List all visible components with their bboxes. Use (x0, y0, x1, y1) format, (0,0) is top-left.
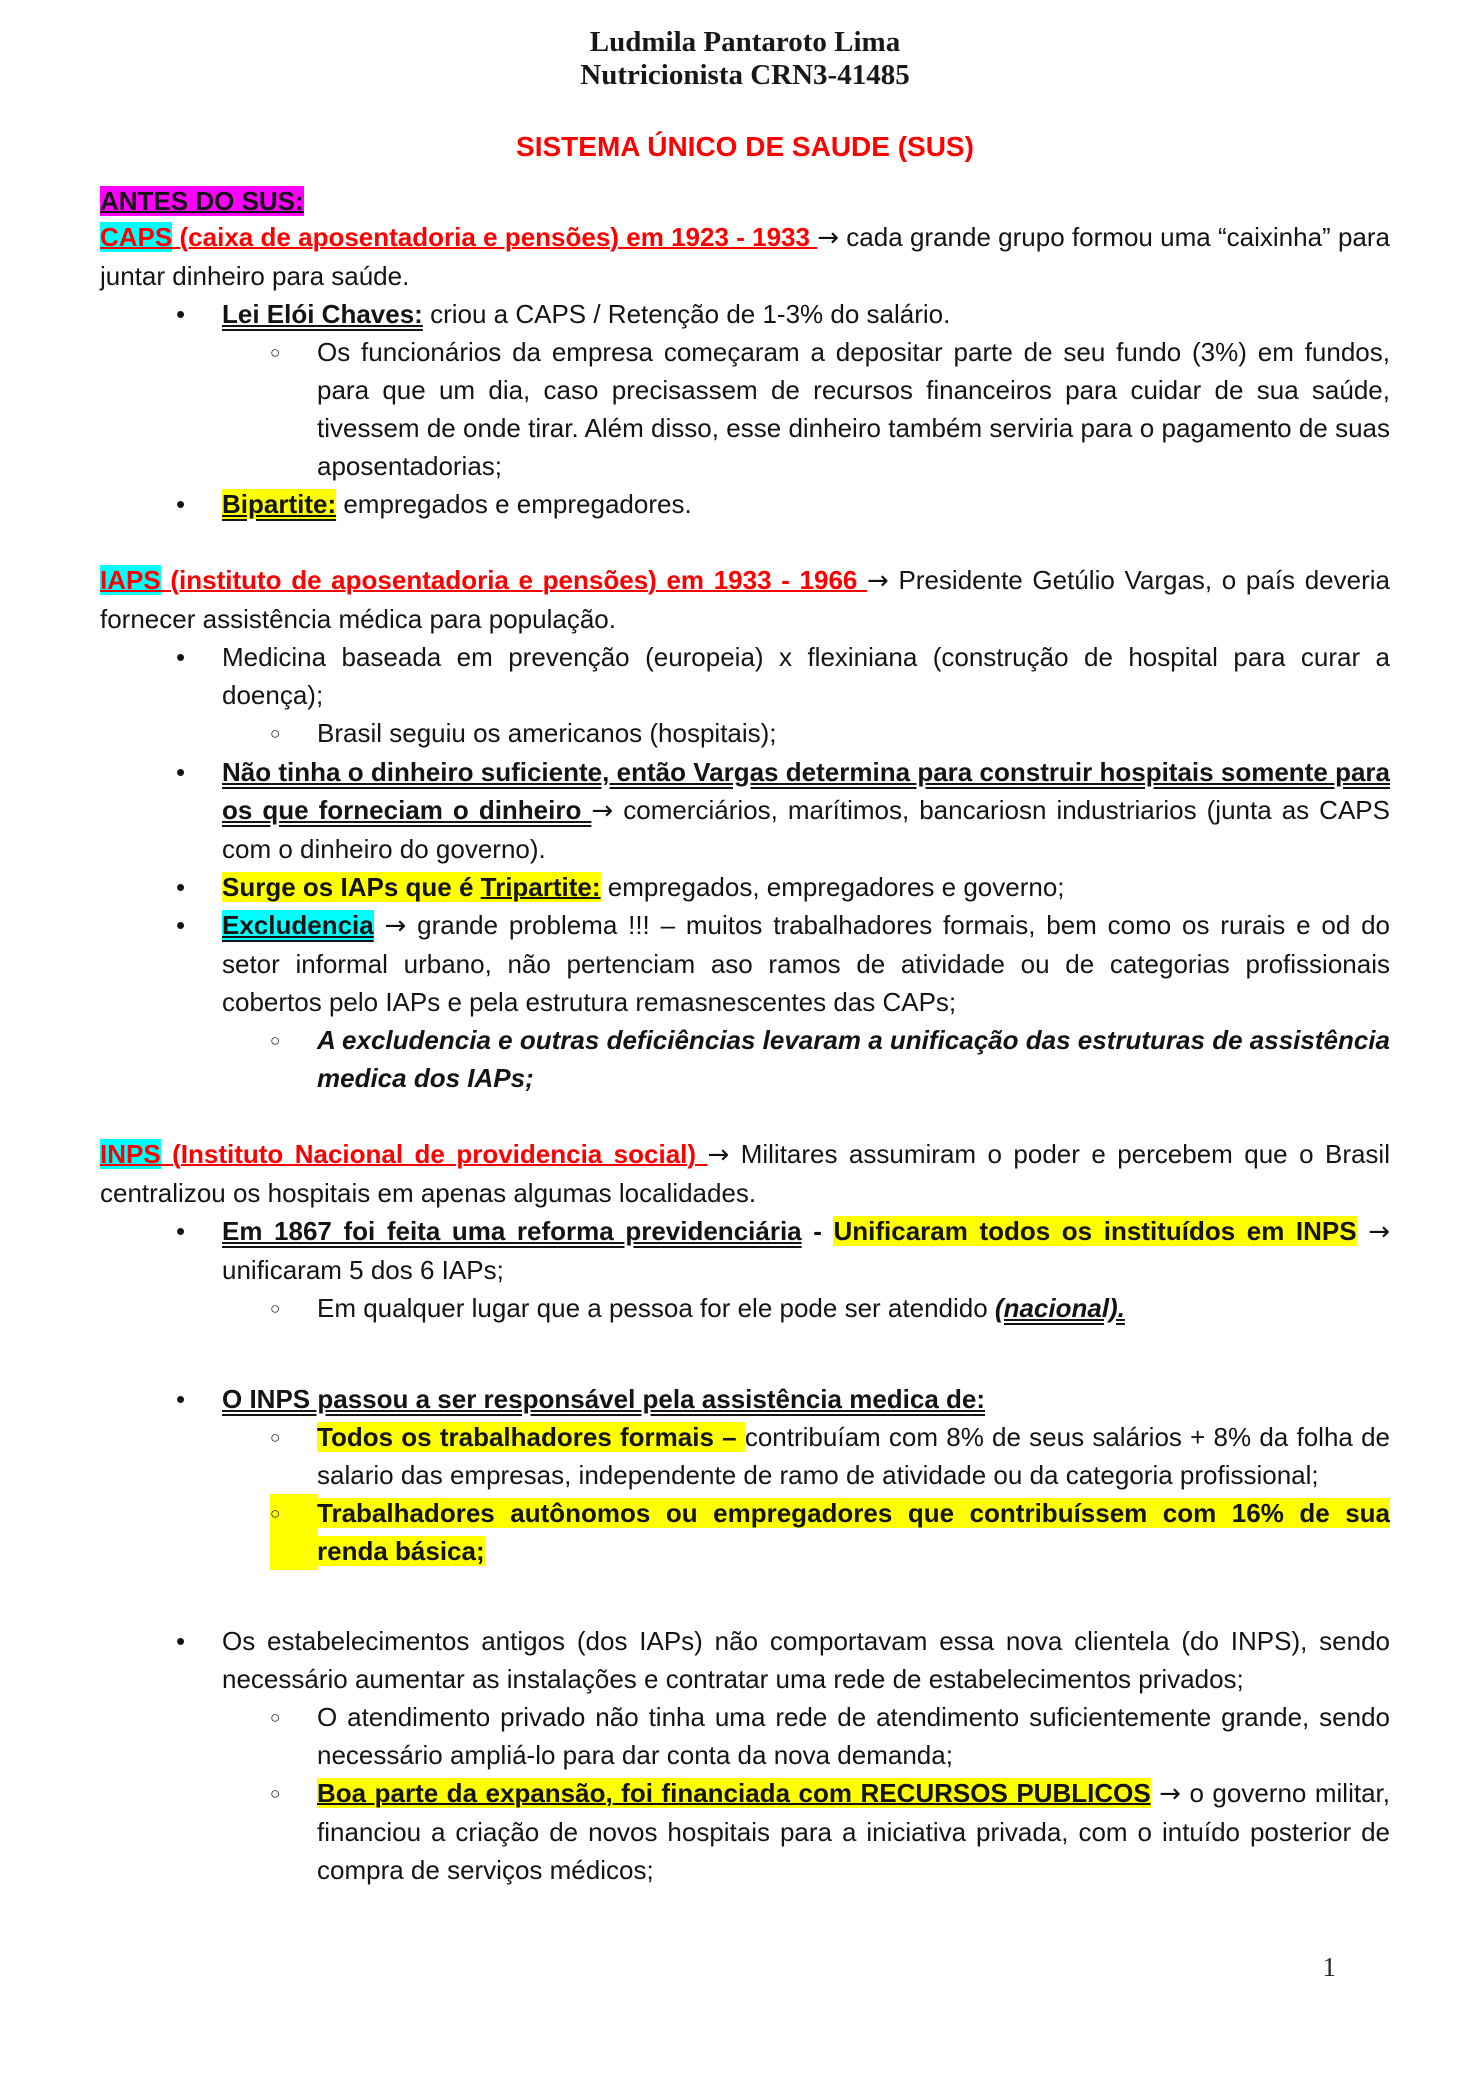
inps-term: INPS (100, 1139, 161, 1169)
caps-heading-rest: (caixa de aposentadoria e pensões) em 1923 - 1933 (172, 222, 818, 252)
circle-bullet-icon: ○ (270, 1494, 317, 1570)
arrow-icon: → (707, 1140, 730, 1170)
bipartite-term: Bipartite: (222, 489, 337, 519)
bullet-icon: • (176, 299, 186, 329)
tripartite-term: Tripartite: (480, 872, 601, 902)
arrow-icon: → (1368, 1217, 1390, 1247)
unificaram-term: Unificaram todos os instituídos em INPS (833, 1216, 1357, 1246)
surge-lead: Surge os IAPs que é (222, 872, 481, 902)
surge-tail: empregados, empregadores e governo; (600, 872, 1065, 902)
arrow-icon: → (591, 796, 614, 826)
heading-iaps (100, 561, 1390, 638)
todos-text (317, 1418, 1390, 1494)
bullet-excludencia (100, 906, 1390, 1021)
reforma-tail: unificaram 5 dos 6 IAPs; (222, 1255, 504, 1285)
bullet-icon: • (176, 642, 186, 672)
header-author: Ludmila Pantaroto Lima (589, 26, 901, 58)
document-header (100, 26, 1390, 92)
nao-tinha-lead: Não tinha o dinheiro suficiente, então Vargas determina para construir hospitais somente para os que forneciam o dinheiro (222, 757, 1390, 825)
subbullet-funcionarios (100, 333, 1390, 485)
subbullet-recursos-publicos (100, 1774, 1390, 1889)
heading-caps (100, 218, 1390, 295)
circle-bullet-icon: ○ (270, 1428, 281, 1447)
excludencia-sub-text: A excludencia e outras deficiências levaram a unificação das estruturas de assistência medica dos IAPs; (317, 1025, 1390, 1093)
nacional-term: (nacional). (994, 1293, 1125, 1323)
excludencia-tail: grande problema !!! – muitos trabalhadores formais, bem como os rurais e od do setor informal urbano, não pertenciam aso ramos de atividade ou de categorias profissionais cobertos pelo IAPs e pela estrutura remasnescentes das CAPs; (222, 910, 1390, 1017)
brasil-text: Brasil seguiu os americanos (hospitais); (317, 718, 777, 748)
lei-eloi-term: Lei Elói Chaves: (222, 299, 423, 329)
bullet-icon: • (176, 489, 186, 519)
bullet-icon: • (176, 1216, 186, 1246)
qualquer-lead: Em qualquer lugar que a pessoa for ele pode ser atendido (317, 1293, 995, 1323)
inps-heading-rest: (Instituto Nacional de providencia social) (160, 1139, 708, 1169)
iaps-term: IAPS (100, 565, 161, 595)
bullet-lei-eloi (100, 295, 1390, 333)
page-number: 1 (1322, 1952, 1336, 1982)
bullet-estabelecimentos-antigos (100, 1622, 1390, 1698)
circle-bullet-icon: ○ (270, 1708, 281, 1727)
bullet-nao-tinha (100, 753, 1390, 868)
heading-inps (100, 1135, 1390, 1212)
todos-tail: contribuíam com 8% de seus salários + 8% da folha de salario das empresas, independente de ramo de atividade ou da categoria profissional; (317, 1422, 1391, 1490)
blank-line (100, 1097, 1390, 1135)
todos-term: Todos os trabalhadores formais – (317, 1422, 745, 1452)
bullet-icon: • (176, 1384, 186, 1414)
spacer (1357, 1216, 1369, 1246)
autonomos-text (317, 1494, 1390, 1570)
atendimento-text: O atendimento privado não tinha uma rede de atendimento suficientemente grande, sendo necessário ampliá-lo para dar conta da nova demanda; (317, 1702, 1390, 1770)
blank-line (100, 1570, 1390, 1622)
arrow-icon: → (384, 911, 407, 941)
iaps-heading-tail: Presidente Getúlio Vargas, o país deveria fornecer assistência médica para população. (100, 565, 1390, 634)
nao-tinha-tail: comerciários, marítimos, bancariosn industriarios (junta as CAPS com o dinheiro do governo). (222, 795, 1390, 864)
bullet-medicina (100, 638, 1390, 714)
bullet-surge-tripartite (100, 868, 1390, 906)
bipartite-text (222, 485, 1390, 523)
arrow-icon: → (1159, 1779, 1181, 1809)
arrow-icon: → (817, 223, 840, 253)
blank-line (100, 1328, 1390, 1380)
bullet-bipartite (100, 485, 1390, 523)
blank-line (100, 523, 1390, 561)
lei-eloi-text (222, 295, 1390, 333)
reforma-dash: - (801, 1216, 834, 1246)
subbullet-atendido-nacional (100, 1289, 1390, 1328)
inps-heading-tail: Militares assumiram o poder e percebem que o Brasil centralizou os hospitais em apenas algumas localidades. (100, 1139, 1390, 1208)
excludencia-term: Excludencia (222, 910, 374, 940)
header-credential: Nutricionista CRN3-41485 (580, 59, 910, 91)
subbullet-trabalhadores-autonomos (100, 1494, 1390, 1570)
reforma-text (222, 1212, 1390, 1289)
lei-eloi-rest: criou a CAPS / Retenção de 1-3% do salário. (422, 299, 951, 329)
circle-bullet-icon: ○ (270, 1299, 281, 1318)
subbullet-atendimento-privado (100, 1698, 1390, 1774)
iaps-heading-rest: (instituto de aposentadoria e pensões) em 1933 - 1966 (160, 565, 868, 595)
funcionarios-text: Os funcionários da empresa começaram a depositar parte de seu fundo (3%) em fundos, para que um dia, caso precisassem de recursos financeiros para cuidar de sua saúde, tivessem de onde tirar. Além disso, esse dinheiro também serviria para o pagamento de suas aposentadorias; (317, 337, 1390, 481)
antes-do-sus-label: ANTES DO SUS: (100, 186, 304, 216)
surge-text (222, 868, 1390, 906)
bipartite-rest: empregados e empregadores. (336, 489, 692, 519)
medicina-text: Medicina baseada em prevenção (europeia) x flexiniana (construção de hospital para curar a doença); (222, 642, 1390, 710)
spacer (374, 910, 385, 940)
autonomos-term: Trabalhadores autônomos ou empregadores que contribuíssem com 16% de sua renda básica; (317, 1498, 1390, 1566)
page-title: SISTEMA ÚNICO DE SAUDE (SUS) (516, 131, 974, 162)
bullet-icon: • (176, 1626, 186, 1656)
document-body (100, 184, 1390, 1889)
arrow-icon: → (867, 566, 889, 596)
subbullet-excludencia-unificacao (100, 1021, 1390, 1097)
caps-term: CAPS (100, 222, 173, 252)
circle-bullet-icon: ○ (270, 1031, 281, 1050)
boa-parte-text (317, 1774, 1390, 1889)
estabelecimentos-text: Os estabelecimentos antigos (dos IAPs) não comportavam essa nova clientela (do INPS), sendo necessário aumentar as instalações e contratar uma rede de estabelecimentos privados; (222, 1626, 1390, 1694)
bullet-icon: • (176, 757, 186, 787)
circle-bullet-icon: ○ (270, 1784, 281, 1803)
nao-tinha-text (222, 753, 1390, 868)
bullet-oinps-responsavel (100, 1380, 1390, 1418)
bullet-icon: • (176, 910, 186, 940)
bullet-reforma-1867 (100, 1212, 1390, 1289)
bullet-icon: • (176, 872, 186, 902)
caps-heading-tail: cada grande grupo formou uma “caixinha” para juntar dinheiro para saúde. (100, 222, 1390, 291)
boa-parte-tail: o governo militar, financiou a criação de novos hospitais para a iniciativa privada, com o intuído posterior de compra de serviços médicos; (317, 1778, 1390, 1885)
circle-bullet-icon: ○ (270, 343, 281, 362)
excludencia-text (222, 906, 1390, 1021)
subbullet-brasil (100, 714, 1390, 753)
qualquer-text (317, 1289, 1390, 1328)
oinps-text: O INPS passou a ser responsável pela assistência medica de: (222, 1384, 986, 1414)
circle-bullet-icon: ○ (270, 724, 281, 743)
boa-parte-term: Boa parte da expansão, foi financiada com RECURSOS PUBLICOS (317, 1778, 1151, 1808)
spacer (1151, 1778, 1160, 1808)
subbullet-trabalhadores-formais (100, 1418, 1390, 1494)
reforma-lead: Em 1867 foi feita uma reforma previdenciária (222, 1216, 802, 1246)
section-label-antes (100, 184, 1390, 218)
